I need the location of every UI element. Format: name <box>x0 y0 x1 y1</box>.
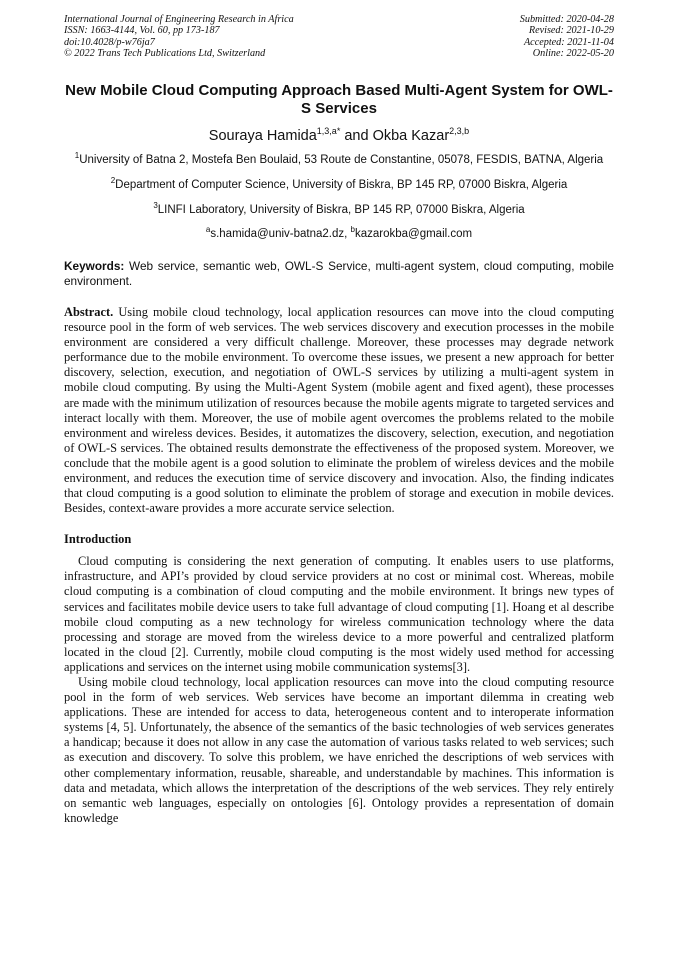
submitted-date: Submitted: 2020-04-28 <box>519 14 614 25</box>
abstract-label: Abstract. <box>64 304 114 319</box>
abstract <box>64 305 614 516</box>
issn: ISSN: 1663-4144, Vol. 60, pp 173-187 <box>64 25 220 37</box>
affiliation-2 <box>64 174 614 193</box>
email-line <box>64 223 614 242</box>
affiliation-1-text: University of Batna 2, Mostefa Ben Boulaid, 53 Route de Constantine, 05078, FESDIS, BATNA, Algeria <box>79 154 604 167</box>
revised-date: Revised: 2021-10-29 <box>528 25 614 37</box>
email-a[interactable]: s.hamida@univ-batna2.dz, <box>210 228 351 241</box>
intro-paragraph-1: Cloud computing is considering the next generation of computing. It enables users to use platforms, infrastructure, and API’s provided by cloud service providers at no cost or minimal cost. Whereas, mobile cloud computing is a combination of cloud computing and the mobile environment. It brings new types of services and facilitates mobile device users to take full advantage of cloud computing [1]. Hoang et al describe mobile cloud computing as a new technology for wireless communication technology where the data processing and storage are moved from the wireless device to a more powerful and centralized platform located in the cloud [2]. Currently, mobile cloud computing is the most widely used method for accessing applications and services on the internet using mobile communication systems[3]. <box>64 554 614 674</box>
affiliation-3-sup: 3 <box>153 200 158 210</box>
affiliation-1 <box>64 149 614 168</box>
dates-info <box>520 14 614 60</box>
paper-title: New Mobile Cloud Computing Approach Based Multi-Agent System for OWL-S Services <box>65 81 613 118</box>
journal-info <box>64 14 294 60</box>
author-and: and <box>340 127 373 144</box>
keywords-label: Keywords: <box>64 258 125 273</box>
intro-paragraph-2: Using mobile cloud technology, local application resources can move into the cloud computing resource pool in the form of web services. Web services have become an important dilemma in creating web applications. These are intended for access to data, heterogeneous content and to interoperate information systems [4, 5]. Unfortunately, the absence of the semantics of the basic technologies of web services generates a handicap; because it does not allow in any case the automation of various tasks related to web services; such as execution and discovery. To solve this problem, we have enriched the descriptions of web services with other complementary information, reusable, shareable, and understandable by machines. This information is data and metadata, which allows the interpretation of the descriptions of the web services. They rely entirely on semantic web languages, especially on ontologies [6]. Ontology provides a representation of domain knowledge <box>64 675 614 825</box>
author-1-sup: 1,3,a* <box>316 125 341 136</box>
affiliation-1-sup: 1 <box>74 151 80 161</box>
keywords-text: Web service, semantic web, OWL-S Service, multi-agent system, cloud computing, mobile environment. <box>64 258 614 288</box>
keywords <box>64 259 614 289</box>
copyright: © 2022 Trans Tech Publications Ltd, Switzerland <box>64 48 266 60</box>
doi: doi:10.4028/p-w76ja7 <box>64 36 155 48</box>
author-2-sup: 2,3,b <box>449 125 470 136</box>
email-a-sup: a <box>205 225 211 235</box>
abstract-text: Using mobile cloud technology, local application resources can move into the cloud computing resource pool in the form of web services. The web services discovery and execution processes in the mobile environment are considered a very difficult challenge. Moreover, these processes may degrade network performance due to the mobile environment. To overcome these issues, we present a new approach for better discovery, selection, execution, and negotiation of OWL-S services by utilizing a multi-agent system in mobile cloud computing. By using the Multi-Agent System (mobile agent and fixed agent), these processes are made with the minimum utilization of resources because the mobile agents migrate to targeted services and interact locally with them. Moreover, the use of mobile agent overcomes the problems related to the mobile environment and wireless devices. Besides, it automatizes the discovery, selection, execution, and negotiation of OWL-S services. The obtained results demonstrate the effectiveness of the proposed system. Moreover, we conclude that the mobile agent is a good solution to eliminate the problem of wireless devices and the mobile environment, and reduces the execution time of service discovery and invocation. Also, the finding indicates that cloud computing is a good solution to eliminate the problem of storage and execution in mobile devices. Besides, context-aware provides a more accurate service selection. <box>64 304 614 516</box>
author-line <box>64 122 614 146</box>
online-date: Online: 2022-05-20 <box>532 48 614 60</box>
author-2: Okba Kazar <box>372 127 450 144</box>
accepted-date: Accepted: 2021-11-04 <box>523 36 614 48</box>
email-b[interactable]: kazarokba@gmail.com <box>354 228 473 241</box>
journal-name: International Journal of Engineering Research in Africa <box>64 14 294 25</box>
affiliation-3-text: LINFI Laboratory, University of Biskra, BP 145 RP, 07000 Biskra, Algeria <box>157 203 525 216</box>
affiliation-2-sup: 2 <box>110 176 116 186</box>
paper-page <box>64 14 614 826</box>
author-1: Souraya Hamida <box>208 127 317 144</box>
running-header <box>64 14 614 60</box>
affiliation-3 <box>64 199 614 218</box>
email-b-sup: b <box>350 225 355 235</box>
section-heading-introduction: Introduction <box>64 532 132 547</box>
affiliation-2-text: Department of Computer Science, University of Biskra, BP 145 RP, 07000 Biskra, Algeria <box>115 178 568 191</box>
